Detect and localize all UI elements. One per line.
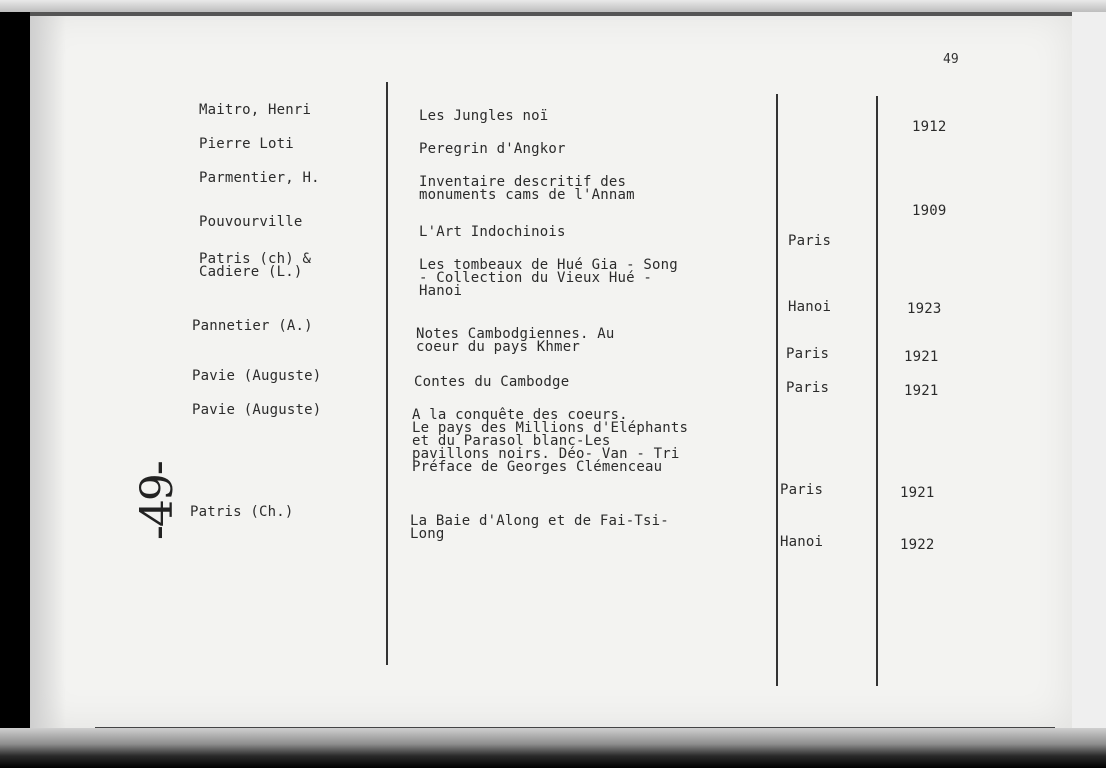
handwritten-page-number: -49- bbox=[132, 462, 183, 540]
scan-bottom-edge bbox=[0, 728, 1106, 768]
column-divider-author bbox=[386, 82, 388, 665]
author-cell: Pavie (Auguste) bbox=[192, 402, 322, 418]
place-cell: Hanoi bbox=[788, 299, 832, 315]
year-cell: 1923 bbox=[907, 301, 942, 317]
place-cell: Paris bbox=[786, 380, 830, 396]
place-cell: Paris bbox=[780, 482, 824, 498]
page-binding-shadow bbox=[30, 12, 66, 728]
title-cell: Les tombeaux de Hué Gia - Song - Collection du Vieux Hué - Hanoi bbox=[419, 257, 678, 299]
year-cell: 1921 bbox=[904, 383, 939, 399]
page-number: 49 bbox=[943, 52, 959, 67]
title-cell: Notes Cambodgiennes. Au coeur du pays Khmer bbox=[416, 326, 615, 355]
place-cell: Paris bbox=[788, 233, 832, 249]
year-cell: 1909 bbox=[912, 203, 947, 219]
title-cell: La Baie d'Along et de Fai-Tsi- Long bbox=[410, 513, 669, 542]
author-cell: Maitro, Henri bbox=[199, 102, 312, 118]
author-cell: Pavie (Auguste) bbox=[192, 368, 322, 384]
title-cell: Les Jungles noï bbox=[419, 108, 549, 124]
place-cell: Paris bbox=[786, 346, 830, 362]
title-cell: A la conquête des coeurs. Le pays des Millions d'Eléphants et du Parasol blanc-Les pavillons noirs. Déo- Van - Tri Préface de Georges Clémenceau bbox=[412, 407, 689, 475]
year-cell: 1921 bbox=[904, 349, 939, 365]
year-cell: 1912 bbox=[912, 119, 947, 135]
author-cell: Pouvourville bbox=[199, 214, 303, 230]
title-cell: L'Art Indochinois bbox=[419, 224, 566, 240]
column-divider-place bbox=[876, 96, 878, 686]
title-cell: Contes du Cambodge bbox=[414, 374, 570, 390]
column-divider-title bbox=[776, 94, 778, 686]
author-cell: Pierre Loti bbox=[199, 136, 294, 152]
scan-right-margin bbox=[1072, 12, 1106, 728]
author-cell: Pannetier (A.) bbox=[192, 318, 313, 334]
year-cell: 1921 bbox=[900, 485, 935, 501]
year-cell: 1922 bbox=[900, 537, 935, 553]
scan-top-edge bbox=[0, 0, 1106, 12]
author-cell: Patris (ch) & Cadiere (L.) bbox=[199, 251, 312, 280]
title-cell: Inventaire descritif des monuments cams de l'Annam bbox=[419, 174, 635, 203]
title-cell: Peregrin d'Angkor bbox=[419, 141, 566, 157]
page-top-edge bbox=[30, 12, 1072, 16]
author-cell: Parmentier, H. bbox=[199, 170, 320, 186]
place-cell: Hanoi bbox=[780, 534, 824, 550]
author-cell: Patris (Ch.) bbox=[190, 504, 294, 520]
